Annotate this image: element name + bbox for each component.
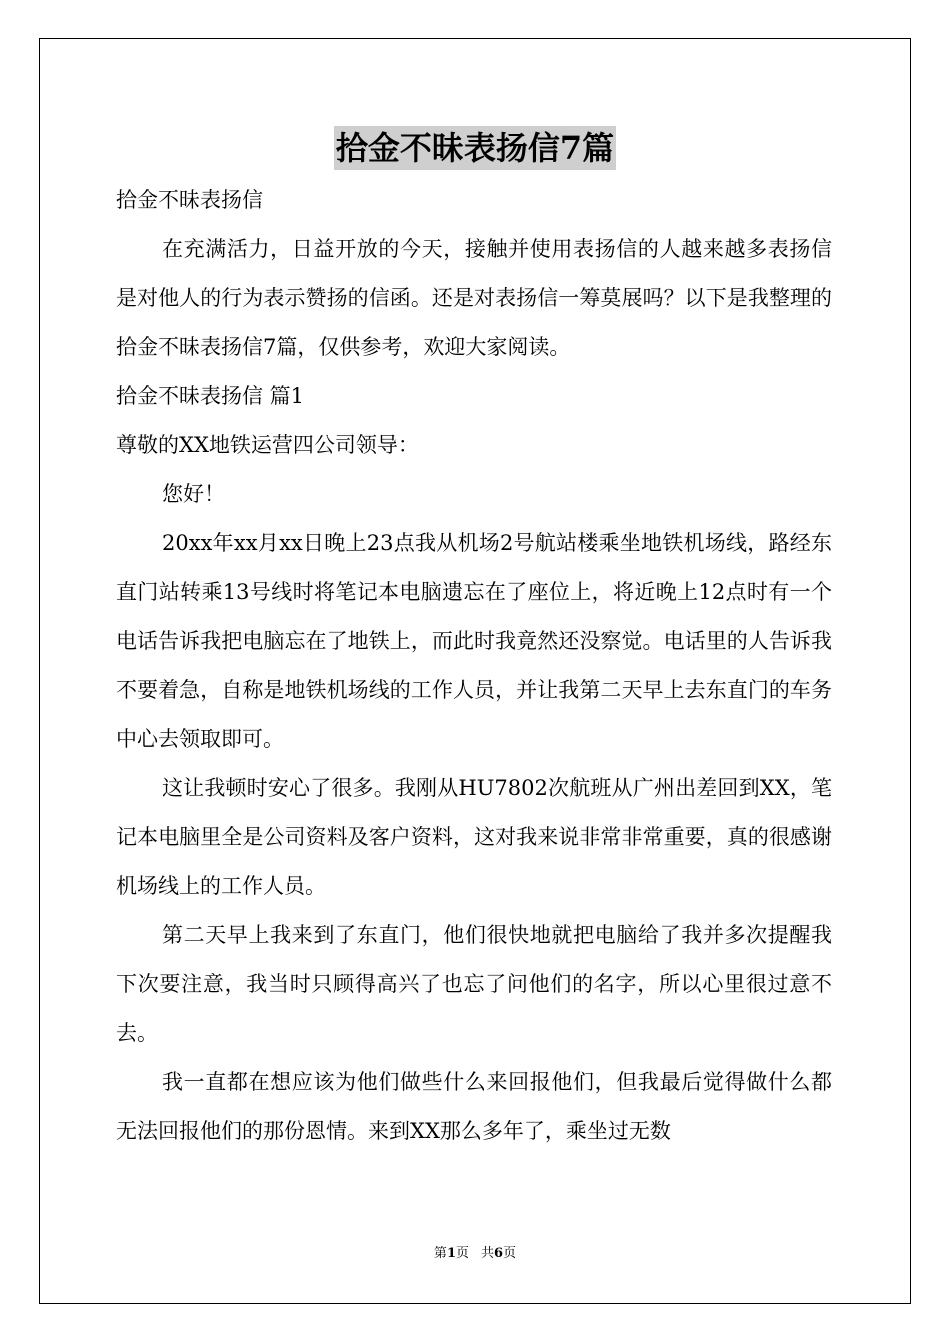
page-footer (0, 1244, 950, 1264)
salutation: 尊敬的XX地铁运营四公司领导： (116, 433, 419, 457)
body-paragraph: 我一直都在想应该为他们做些什么来回报他们，但我最后觉得做什么都无法回报他们的那份恩情。来到XX那么多年了，乘坐过无数 (116, 1070, 832, 1143)
subtitle-paragraph: 拾金不昧表扬信 (116, 188, 263, 212)
total-label-suffix: 页 (503, 1246, 517, 1261)
title-container (0, 126, 950, 170)
page-label-suffix: 页 (455, 1246, 469, 1261)
section-heading: 拾金不昧表扬信 篇1 (116, 384, 305, 408)
total-label-prefix: 共 (481, 1246, 495, 1261)
body-paragraph: 20xx年xx月xx日晚上23点我从机场2号航站楼乘坐地铁机场线，路经东直门站转乘13号线时将笔记本电脑遗忘在了座位上，将近晚上12点时有一个电话告诉我把电脑忘在了地铁上，而此时我竟然还没察觉。电话里的人告诉我不要着急，自称是地铁机场线的工作人员，并让我第二天早上去东直门的车务中心去领取即可。 (116, 531, 832, 751)
body-paragraph: 第二天早上我来到了东直门，他们很快地就把电脑给了我并多次提醒我下次要注意，我当时只顾得高兴了也忘了问他们的名字，所以心里很过意不去。 (116, 923, 832, 1045)
page-label-prefix: 第 (433, 1246, 447, 1261)
document-body (116, 176, 832, 1156)
body-paragraph: 这让我顿时安心了很多。我刚从HU7802次航班从广州出差回到XX，笔记本电脑里全是公司资料及客户资料，这对我来说非常非常重要，真的很感谢机场线上的工作人员。 (116, 776, 832, 898)
page-number: 1 (446, 1246, 456, 1261)
greeting: 您好！ (162, 482, 225, 506)
intro-paragraph: 在充满活力，日益开放的今天，接触并使用表扬信的人越来越多表扬信是对他人的行为表示赞扬的信函。还是对表扬信一筹莫展吗？以下是我整理的拾金不昧表扬信7篇，仅供参考，欢迎大家阅读。 (116, 237, 832, 359)
total-pages: 6 (494, 1246, 504, 1261)
document-title: 拾金不昧表扬信7篇 (334, 126, 616, 170)
